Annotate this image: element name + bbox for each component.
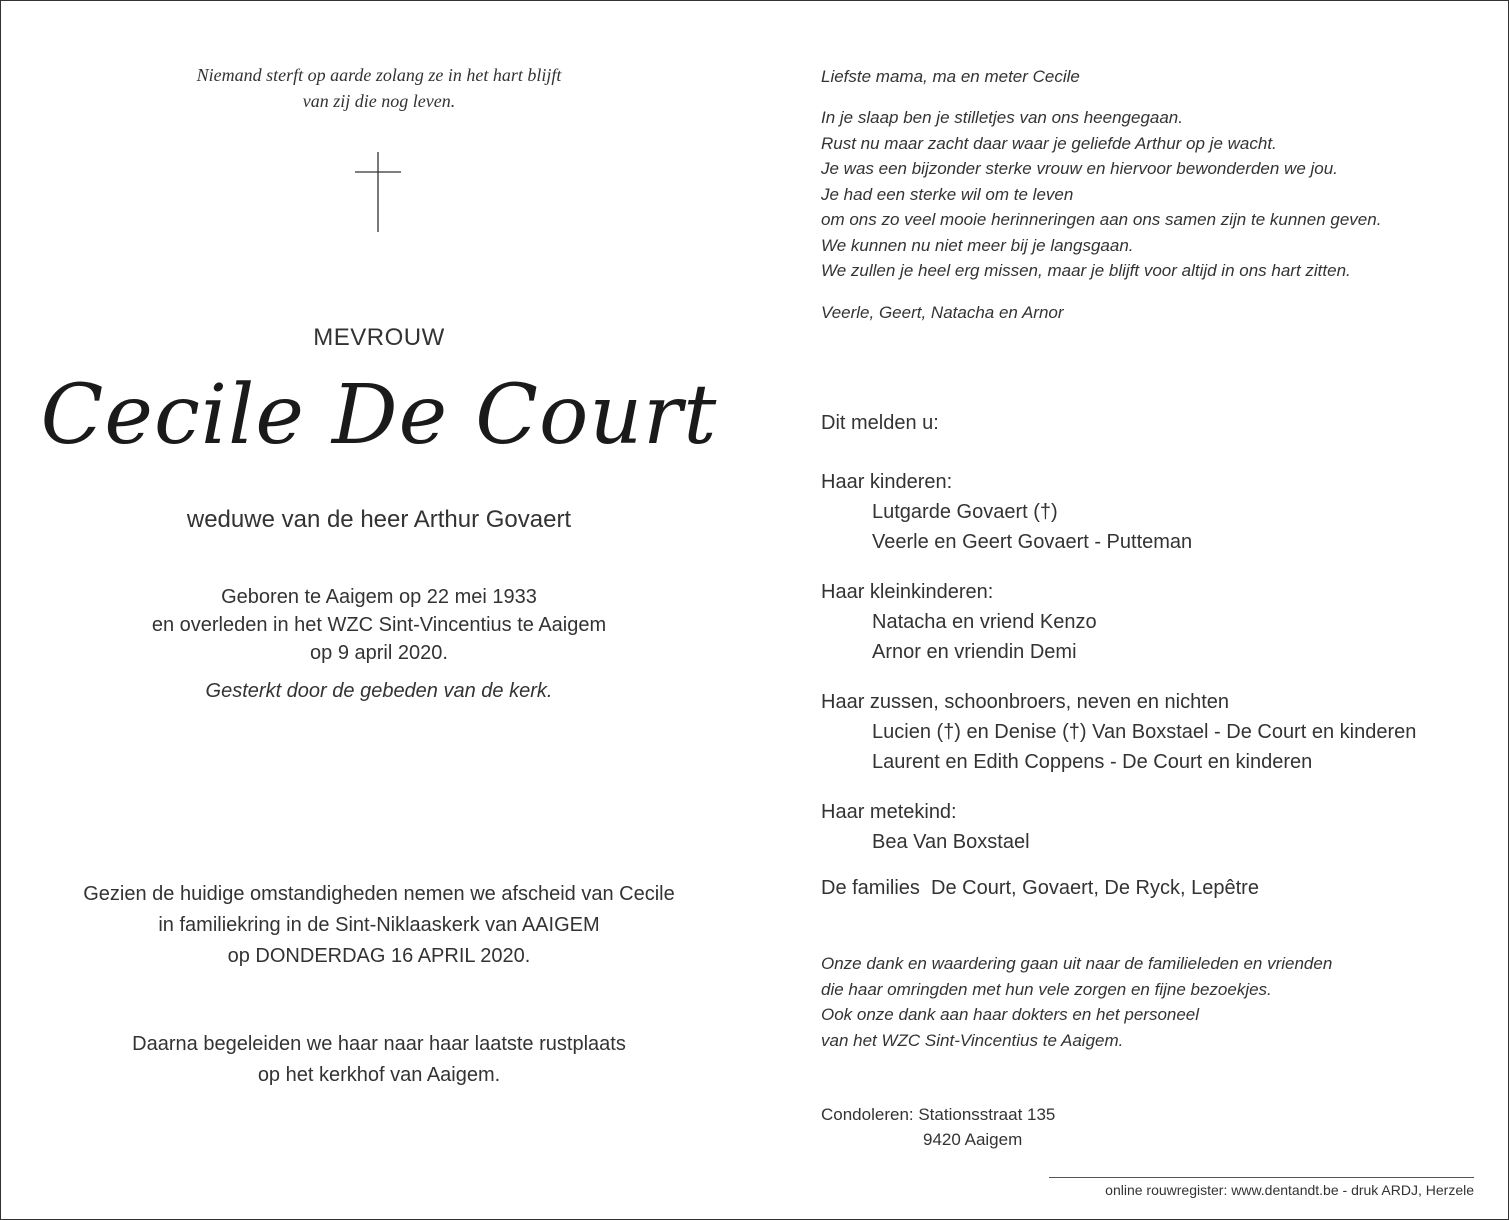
motto-line: Niemand sterft op aarde zolang ze in het hart blijft — [196, 65, 562, 85]
thanks-line: die haar omringden met hun vele zorgen en fijne bezoekjes. — [821, 979, 1272, 999]
farewell-line: op DONDERDAG 16 APRIL 2020. — [227, 945, 531, 967]
group-heading: Haar kinderen: — [821, 471, 953, 493]
group-member: Arnor en vriendin Demi — [872, 641, 1077, 663]
poem — [821, 105, 1381, 284]
widow-of: weduwe van de heer Arthur Govaert — [186, 506, 572, 533]
footer-credit: online rouwregister: www.dentandt.be - druk ARDJ, Herzele — [1105, 1182, 1474, 1198]
poem-line: om ons zo veel mooie herinneringen aan ons samen zijn te kunnen geven. — [821, 210, 1382, 229]
group-member: Natacha en vriend Kenzo — [872, 611, 1097, 633]
birth-line: op 9 april 2020. — [310, 642, 448, 664]
burial-line: op het kerkhof van Aaigem. — [257, 1064, 501, 1086]
group-member: Lutgarde Govaert (†) — [872, 501, 1058, 523]
group-member: Lucien (†) en Denise (†) Van Boxstael - De Court en kinderen — [872, 721, 1417, 743]
group-heading: Haar kleinkinderen: — [821, 581, 994, 603]
motto — [1, 62, 757, 114]
burial-info — [1, 1029, 757, 1091]
family-group-grandchildren — [821, 577, 1097, 667]
birth-line: en overleden in het WZC Sint-Vincentius te Aaigem — [151, 614, 607, 636]
group-member: Laurent en Edith Coppens - De Court en kinderen — [872, 751, 1313, 773]
farewell-line: in familiekring in de Sint-Niklaaskerk van AAIGEM — [158, 914, 600, 936]
group-member: Bea Van Boxstael — [872, 831, 1030, 853]
condolence-city: 9420 Aaigem — [923, 1130, 1023, 1149]
poem-line: Rust nu maar zacht daar waar je geliefde Arthur op je wacht. — [821, 133, 1277, 153]
thanks-line: van het WZC Sint-Vincentius te Aaigem. — [821, 1030, 1124, 1050]
announce-heading: Dit melden u: — [821, 412, 939, 434]
poem-line: We kunnen nu niet meer bij je langsgaan. — [821, 235, 1134, 255]
poem-signature: Veerle, Geert, Natacha en Arnor — [821, 303, 1064, 322]
thanks-line: Onze dank en waardering gaan uit naar de familieleden en vrienden — [821, 954, 1333, 973]
poem-line: In je slaap ben je stilletjes van ons heengegaan. — [821, 108, 1183, 127]
footer-divider — [1049, 1177, 1474, 1178]
deceased-name: Cecile De Court — [40, 368, 718, 463]
group-member: Veerle en Geert Govaert - Putteman — [872, 531, 1193, 553]
poem-greeting: Liefste mama, ma en meter Cecile — [821, 67, 1080, 86]
thanks-line: Ook onze dank aan haar dokters en het personeel — [821, 1005, 1200, 1024]
group-heading: Haar metekind: — [821, 801, 957, 823]
motto-line: van zij die nog leven. — [302, 91, 456, 111]
family-group-godchild — [821, 797, 1030, 857]
birth-line: Geboren te Aaigem op 22 mei 1933 — [221, 586, 537, 608]
poem-line: Je was een bijzonder sterke vrouw en hiervoor bewonderden we jou. — [821, 159, 1338, 178]
cross-icon — [355, 152, 401, 232]
thanks-note — [821, 951, 1332, 1053]
birth-death-info — [1, 583, 757, 667]
poem-line: We zullen je heel erg missen, maar je blijft voor altijd in ons hart zitten. — [821, 261, 1351, 280]
family-group-siblings — [821, 687, 1416, 777]
condolence-address — [821, 1102, 1055, 1152]
honorific: MEVROUW — [313, 324, 445, 351]
family-group-children — [821, 467, 1192, 557]
condolence-street: Condoleren: Stationsstraat 135 — [821, 1105, 1056, 1124]
burial-line: Daarna begeleiden we haar naar haar laatste rustplaats — [132, 1033, 626, 1055]
poem-line: Je had een sterke wil om te leven — [821, 184, 1074, 204]
farewell-info — [1, 879, 757, 972]
families-line: De families De Court, Govaert, De Ryck, Lepêtre — [821, 877, 1259, 899]
sacraments-note: Gesterkt door de gebeden van de kerk. — [205, 680, 553, 702]
group-heading: Haar zussen, schoonbroers, neven en nichten — [821, 691, 1230, 713]
farewell-line: Gezien de huidige omstandigheden nemen we afscheid van Cecile — [83, 883, 675, 905]
